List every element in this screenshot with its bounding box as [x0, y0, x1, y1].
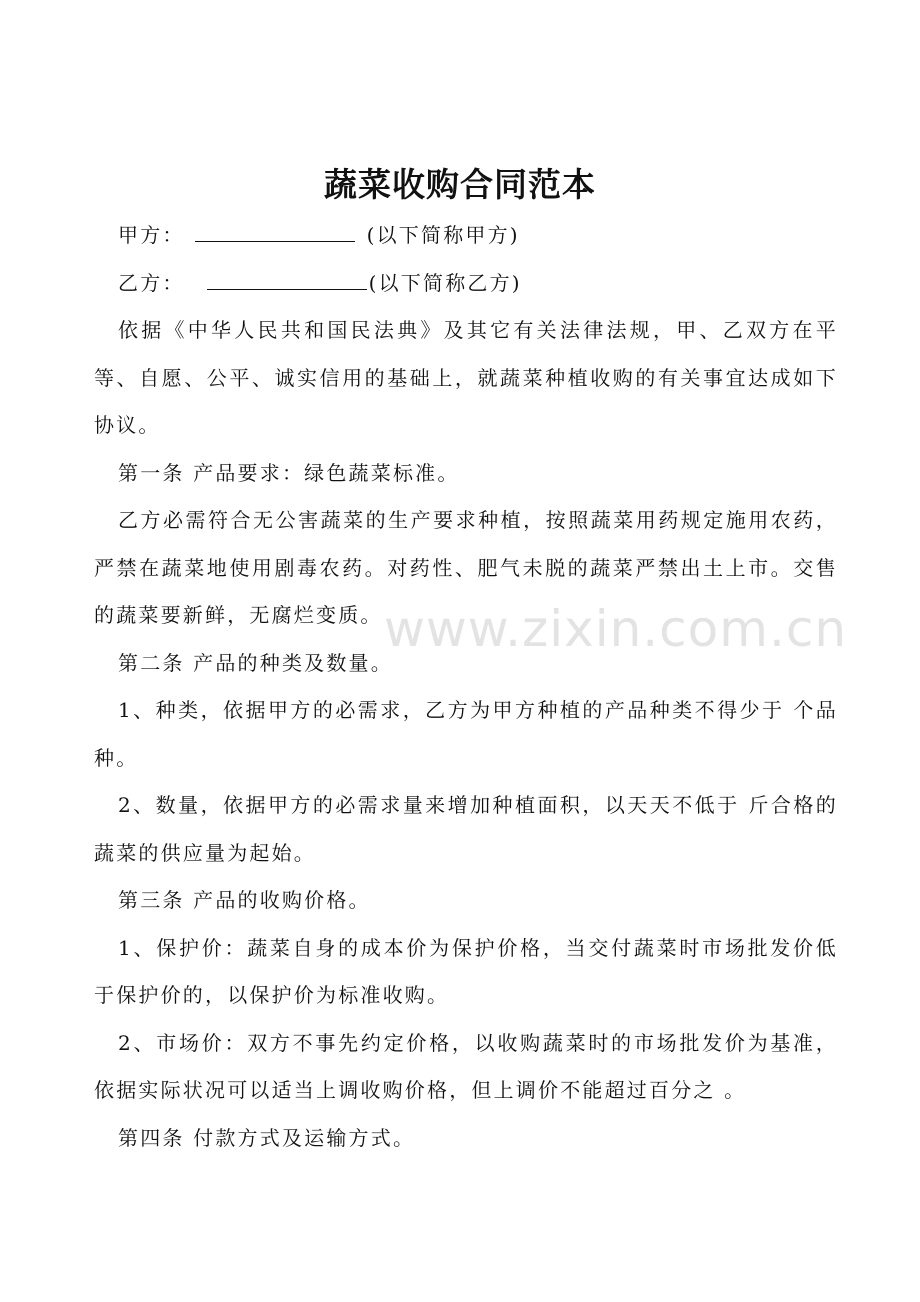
- paragraph-article-1-detail: 乙方必需符合无公害蔬菜的生产要求种植，按照蔬菜用药规定施用农药，严禁在蔬菜地使用剧毒农药。对药性、肥气未脱的蔬菜严禁出土上市。交售的蔬菜要新鲜，无腐烂变质。: [94, 508, 838, 627]
- paragraph-article-2-item-1: 1、种类，依据甲方的必需求，乙方为甲方种植的产品种类不得少于 个品种。: [94, 698, 838, 770]
- party-a-suffix: (以下简称甲方): [366, 223, 520, 247]
- party-a-blank: [195, 219, 355, 242]
- paragraph-article-3-item-1: 1、保护价：蔬菜自身的成本价为保护价格，当交付蔬菜时市场批发价低于保护价的，以保护价为标准收购。: [94, 935, 838, 1007]
- paragraph-article-4: 第四条 付款方式及运输方式。: [118, 1125, 416, 1150]
- document-title: 蔬菜收购合同范本: [324, 165, 596, 204]
- paragraph-article-2-item-2: 2、数量，依据甲方的必需求量来增加种植面积，以天天不低于 斤合格的蔬菜的供应量为起始。: [94, 793, 838, 865]
- paragraph-article-1: 第一条 产品要求：绿色蔬菜标准。: [118, 460, 460, 485]
- party-b-blank: [207, 267, 367, 290]
- party-b-line: [94, 260, 838, 308]
- paragraph-article-3: 第三条 产品的收购价格。: [118, 888, 371, 912]
- party-b-suffix: (以下简称乙方): [368, 270, 522, 295]
- party-a-line: [94, 212, 838, 260]
- party-b-label: 乙方：: [118, 270, 185, 295]
- document-body: [94, 212, 838, 1162]
- watermark: www.zixin.com.cn: [384, 600, 848, 658]
- paragraph-article-3-item-2: 2、市场价：双方不事先约定价格，以收购蔬菜时的市场批发价为基准，依据实际状况可以适当上调收购价格，但上调价不能超过百分之 。: [94, 1030, 838, 1102]
- paragraph-article-2: 第二条 产品的种类及数量。: [118, 650, 393, 675]
- paragraph-preamble: 依据《中华人民共和国民法典》及其它有关法律法规，甲、乙双方在平等、自愿、公平、诚实信用的基础上，就蔬菜种植收购的有关事宜达成如下协议。: [94, 318, 838, 437]
- party-a-label: 甲方：: [118, 223, 185, 247]
